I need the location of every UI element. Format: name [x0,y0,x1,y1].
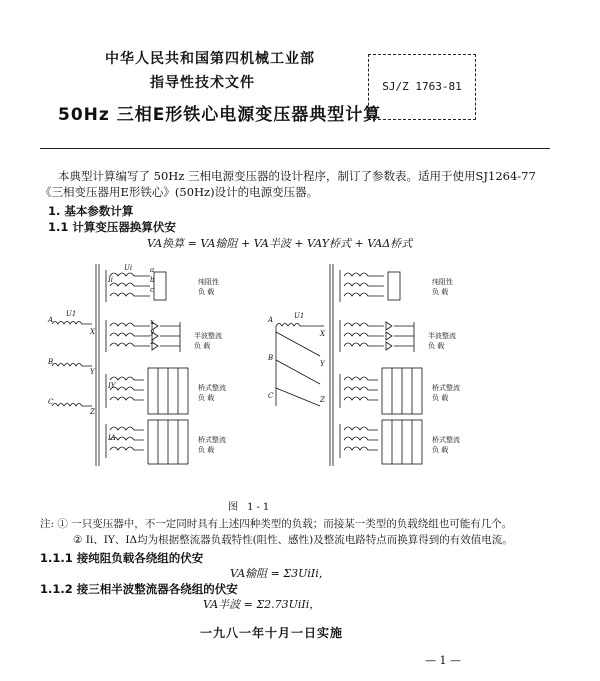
right-load1-line1: 纯阻性 [432,278,453,286]
left-term-a: a [150,266,155,274]
left-load2-line1: 半波整流 [194,332,222,340]
left-term-Z: Z [90,408,95,416]
document-title: 50Hz 三相E形铁心电源变压器典型计算 [58,105,382,125]
section-heading-1-1-1: 1.1.1 接纯阻负载各绕组的伏安 [40,551,204,565]
right-load3-line2: 负 载 [432,394,449,402]
note-2: ② Ii、IY、IΔ均为根据整流器负载特性(阻性、感性)及整流电路特点而换算得到的有效值电流。 [73,534,513,546]
right-load4-line2: 负 载 [432,446,449,454]
right-primary-U1: U1 [294,312,305,320]
header-rule [40,148,550,149]
section-heading-1: 1. 基本参数计算 [48,204,134,218]
left-term-b: b [150,276,155,284]
left-load1-line2: 负 载 [198,288,215,296]
figure-caption: 图 1-1 [228,502,273,513]
equation-va-resistive: VA输阻 = Σ3UiIi， [230,567,330,580]
section-heading-1-1: 1.1 计算变压器换算伏安 [48,220,176,234]
right-load2-line1: 半波整流 [428,332,456,340]
left-load4-line2: 负 载 [198,446,215,454]
left-sec-Id: IΔ [108,434,116,442]
document-kind: 指导性技术文件 [150,75,255,91]
left-term-Y: Y [90,368,95,376]
left-load2-line2: 负 载 [194,342,211,350]
left-load3-line1: 桥式整流 [198,384,226,392]
circuit-diagram [40,256,490,478]
left-term-X: X [90,328,95,336]
left-sec-Ii: Ii [108,276,114,284]
note-1: 注: ① 一只变压器中，不一定同时具有上述四种类型的负载；而接某一类型的负载绕组也可能有几个。 [40,518,513,530]
right-load3-line1: 桥式整流 [432,384,460,392]
standard-number-box [368,54,476,120]
right-term-B: B [268,354,274,362]
standard-number: SJ/Z 1763-81 [382,80,462,93]
left-primary-U1: U1 [66,310,77,318]
left-term-c: c [150,286,154,294]
right-load2-line2: 负 载 [428,342,445,350]
left-term-A: A [48,316,54,324]
right-term-C: C [268,392,274,400]
right-load4-line1: 桥式整流 [432,436,460,444]
right-load1-line2: 负 载 [432,288,449,296]
right-term-Y: Y [320,360,325,368]
left-term-B: B [48,358,54,366]
equation-va-halfwave: VA半波 = Σ2.73UiIi， [203,598,321,611]
right-term-X: X [320,330,325,338]
equation-va-total: VA换算 = VA输阻 + VA半波 + VAY桥式 + VAΔ桥式 [147,237,413,250]
left-sec-IY: IY [108,382,116,390]
implementation-date: 一九八一年十月一日实施 [200,626,344,640]
left-load4-line1: 桥式整流 [198,436,226,444]
section-heading-1-1-2: 1.1.2 接三相半波整流器各绕组的伏安 [40,582,238,596]
intro-paragraph-line2: 《三相变压器用E形铁心》(50Hz)设计的电源变压器。 [40,185,319,199]
right-term-A: A [268,316,274,324]
page-number: — 1 — [425,654,461,667]
left-sec-Ui: Ui [124,264,133,272]
right-term-Z: Z [320,396,325,404]
issuing-organization: 中华人民共和国第四机械工业部 [105,51,315,67]
left-load1-line1: 纯阻性 [198,278,219,286]
left-term-y: y [150,328,154,336]
left-term-z: z [150,338,154,346]
intro-paragraph-line1: 本典型计算编写了 50Hz 三相电源变压器的设计程序，制订了参数表。适用于使用SJ1264-77 [58,169,536,183]
left-term-x: x [150,318,154,326]
left-load3-line2: 负 载 [198,394,215,402]
left-term-C: C [48,398,54,406]
